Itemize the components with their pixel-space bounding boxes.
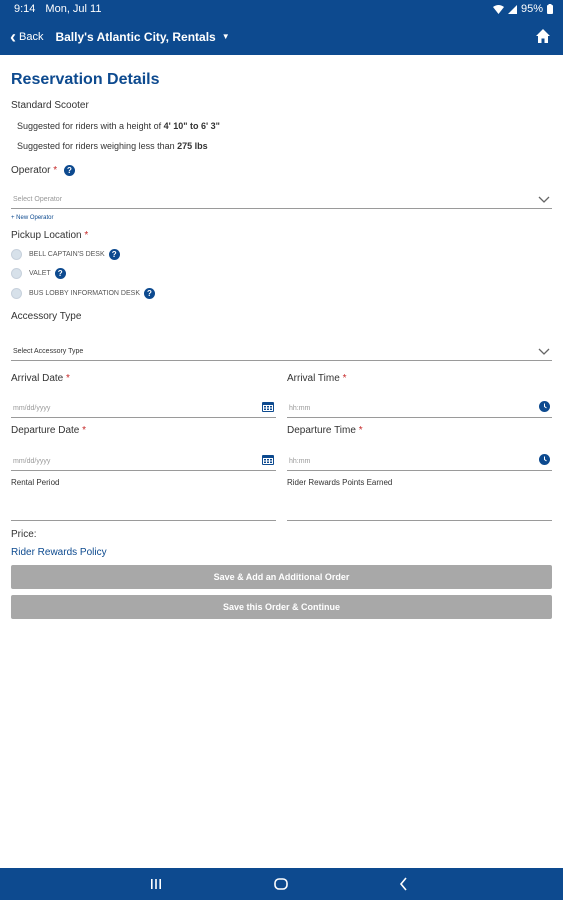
- clock-icon[interactable]: [539, 401, 550, 412]
- departure-time-label: [287, 425, 363, 436]
- required-marker: *: [63, 373, 70, 384]
- venue-name: Bally's Atlantic City, Rentals: [55, 29, 216, 44]
- help-icon[interactable]: ?: [55, 268, 66, 279]
- recent-apps-icon[interactable]: [148, 876, 164, 892]
- status-date: Mon, Jul 11: [45, 3, 102, 15]
- price-label: Price:: [11, 529, 37, 540]
- chevron-down-icon: [538, 348, 550, 356]
- radio-button[interactable]: [11, 268, 22, 279]
- back-label: Back: [19, 30, 44, 43]
- operator-placeholder: Select Operator: [13, 196, 63, 203]
- accessory-type-value: Select Accessory Type: [13, 348, 84, 355]
- pickup-location-label: [11, 230, 88, 241]
- help-icon[interactable]: ?: [109, 249, 120, 260]
- pickup-label-text: Pickup Location: [11, 230, 82, 241]
- pickup-option-label: BELL CAPTAIN'S DESK: [29, 251, 105, 258]
- required-marker: *: [339, 373, 347, 384]
- status-bar: [0, 0, 563, 18]
- arrival-time-label-text: Arrival Time: [287, 373, 340, 384]
- departure-time-input[interactable]: [287, 444, 552, 471]
- back-nav-icon[interactable]: [396, 876, 412, 892]
- departure-date-placeholder: mm/dd/yyyy: [13, 458, 51, 465]
- arrival-time-input[interactable]: [287, 391, 552, 418]
- required-marker: *: [81, 230, 89, 241]
- home-icon[interactable]: [535, 28, 551, 44]
- help-icon[interactable]: ?: [144, 288, 155, 299]
- page-title: Reservation Details: [11, 71, 160, 88]
- required-marker: *: [79, 425, 87, 436]
- required-marker: *: [50, 165, 58, 177]
- operator-label-text: Operator: [11, 165, 51, 177]
- radio-button[interactable]: [11, 288, 22, 299]
- chevron-down-icon: [538, 196, 550, 204]
- wifi-icon: [493, 5, 504, 14]
- system-nav-bar: [0, 868, 563, 900]
- rewards-points-field: [287, 491, 552, 521]
- rewards-points-label: Rider Rewards Points Earned: [287, 478, 393, 487]
- rental-period-field: [11, 491, 276, 521]
- pickup-option-bus-lobby[interactable]: [11, 288, 155, 299]
- accessory-type-label: Accessory Type: [11, 311, 82, 322]
- weight-note-value: 275 lbs: [177, 141, 208, 151]
- chevron-left-icon: ‹: [10, 26, 16, 47]
- home-nav-icon[interactable]: [273, 876, 289, 892]
- departure-date-label: [11, 425, 86, 436]
- arrival-time-label: [287, 373, 346, 384]
- rental-period-label: Rental Period: [11, 478, 60, 487]
- arrival-date-label-text: Arrival Date: [11, 373, 64, 384]
- venue-selector[interactable]: [55, 30, 229, 44]
- signal-icon: [508, 5, 517, 14]
- calendar-icon[interactable]: [262, 454, 274, 465]
- app-bar: [0, 18, 563, 55]
- operator-select[interactable]: [11, 185, 552, 209]
- arrival-date-label: [11, 373, 70, 384]
- departure-time-label-text: Departure Time: [287, 425, 356, 436]
- departure-time-placeholder: hh:mm: [289, 458, 311, 465]
- required-marker: *: [355, 425, 363, 436]
- pickup-option-label: BUS LOBBY INFORMATION DESK: [29, 290, 140, 297]
- height-note-prefix: Suggested for riders with a height of: [17, 121, 162, 131]
- back-button[interactable]: [10, 28, 43, 46]
- arrival-date-placeholder: mm/dd/yyyy: [13, 405, 51, 412]
- battery-level: 95%: [520, 3, 543, 15]
- calendar-icon[interactable]: [262, 401, 274, 412]
- save-continue-button[interactable]: Save this Order & Continue: [11, 595, 552, 619]
- accessory-type-select[interactable]: [11, 337, 552, 361]
- new-operator-link[interactable]: + New Operator: [11, 215, 54, 221]
- arrival-time-placeholder: hh:mm: [289, 405, 311, 412]
- battery-icon: [547, 4, 553, 14]
- weight-note: [17, 141, 208, 151]
- status-icons: [493, 0, 553, 18]
- pickup-option-bell-captain[interactable]: [11, 249, 120, 260]
- radio-button[interactable]: [11, 249, 22, 260]
- departure-date-label-text: Departure Date: [11, 425, 80, 436]
- help-icon[interactable]: ?: [64, 165, 75, 176]
- arrival-date-input[interactable]: [11, 391, 276, 418]
- status-time: 9:14: [14, 3, 36, 15]
- product-name: Standard Scooter: [11, 100, 89, 111]
- height-note-value: 4' 10" to 6' 3": [163, 121, 220, 131]
- rider-rewards-policy-link[interactable]: Rider Rewards Policy: [11, 547, 107, 558]
- weight-note-prefix: Suggested for riders weighing less than: [17, 141, 175, 151]
- clock-icon[interactable]: [539, 454, 550, 465]
- height-note: [17, 121, 220, 131]
- operator-label: [11, 165, 75, 176]
- save-add-order-button[interactable]: Save & Add an Additional Order: [11, 565, 552, 589]
- pickup-option-valet[interactable]: [11, 268, 66, 279]
- departure-date-input[interactable]: [11, 444, 276, 471]
- caret-down-icon: ▼: [221, 32, 230, 41]
- pickup-option-label: VALET: [29, 270, 51, 277]
